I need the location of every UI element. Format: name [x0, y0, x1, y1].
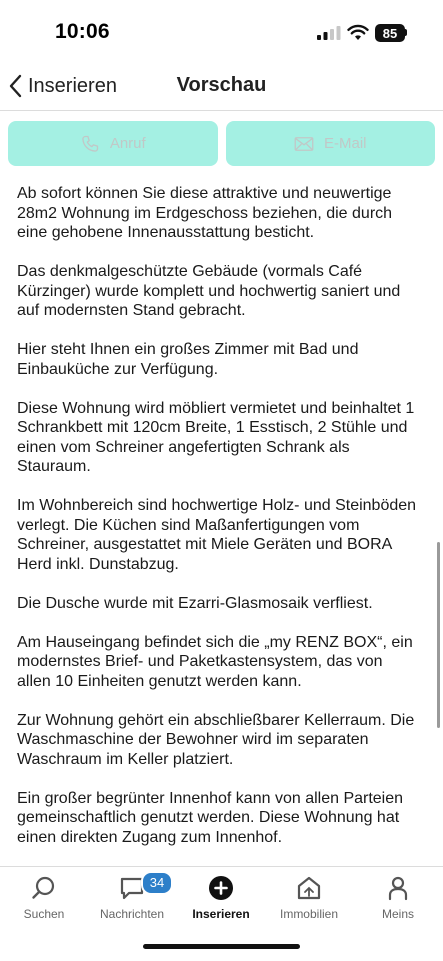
description-paragraph: Das denkmalgeschützte Gebäude (vormals Café Kürzinger) wurde komplett und hochwertig saniert und auf modernsten Stand gebracht. [17, 263, 401, 319]
house-icon [296, 875, 322, 901]
navigation-bar [0, 62, 443, 111]
person-icon [385, 875, 411, 901]
battery-level: 85 [382, 25, 398, 41]
tab-label: Nachrichten [99, 907, 165, 921]
tab-meins[interactable] [354, 875, 442, 921]
scrollbar[interactable] [437, 542, 440, 728]
tab-inserieren[interactable] [177, 875, 265, 921]
tab-nachrichten[interactable] [88, 875, 176, 921]
description-paragraph: Am Hauseingang befindet sich die „my RENZ BOX“, ein modernstes Brief- und Paketkastensystem, das von allen 10 Einheiten genutzt werden kann. [17, 633, 413, 690]
back-label: Inserieren [28, 74, 117, 97]
call-button[interactable] [8, 121, 218, 166]
signal-icon [317, 26, 341, 40]
tab-immobilien[interactable] [265, 875, 353, 921]
description-paragraph: Diese Wohnung wird möbliert vermietet und beinhaltet 1 Schrankbett mit 120cm Breite, 1 Esstisch, 2 Stühle und einen vom Schreiner angefertigten Schrank als Stauraum. [17, 399, 415, 475]
unread-badge: 34 [141, 871, 173, 895]
status-bar [0, 0, 443, 62]
battery-tip [405, 29, 407, 36]
search-icon [31, 875, 57, 901]
tab-label: Inserieren [192, 907, 250, 921]
email-label: E-Mail [323, 135, 367, 152]
contact-actions [8, 121, 435, 166]
wifi-icon [347, 24, 369, 41]
phone-icon [80, 134, 100, 154]
battery-indicator [375, 24, 405, 42]
description-paragraph: Zur Wohnung gehört ein abschließbarer Kellerraum. Die Waschmaschine der Bewohner wird im separaten Waschraum im Keller platziert. [17, 711, 415, 768]
tab-label: Immobilien [279, 907, 339, 921]
tab-label: Meins [381, 907, 414, 921]
mail-icon [294, 136, 314, 152]
description-paragraph: Im Wohnbereich sind hochwertige Holz- und Steinböden verlegt. Die Küchen sind Maßanfertigungen vom Schreiner, ausgestattet mit Miele Geräten und BORA Herd inkl. Dunstabzug. [17, 497, 417, 573]
tab-suchen[interactable] [0, 875, 88, 921]
description-paragraph: Hier steht Ihnen ein großes Zimmer mit Bad und Einbauküche zur Verfügung. [17, 341, 359, 378]
plus-circle-icon [208, 875, 234, 901]
home-indicator [143, 944, 300, 949]
page-title: Vorschau [176, 74, 267, 96]
description-paragraph: Ein großer begrünter Innenhof kann von allen Parteien gemeinschaftlich genutzt werden. Diese Wohnung hat einen direkten Zugang zum Innenhof. [17, 789, 404, 846]
tab-label: Suchen [23, 907, 65, 921]
status-time: 10:06 [55, 20, 110, 43]
listing-description [17, 184, 417, 867]
email-button[interactable] [226, 121, 436, 166]
call-label: Anruf [109, 135, 146, 152]
description-paragraph: Ab sofort können Sie diese attraktive und neuwertige 28m2 Wohnung im Erdgeschoss beziehen, die durch eine gehobene Innenausstattung besticht. [17, 185, 393, 241]
description-paragraph: Die Dusche wurde mit Ezarri-Glasmosaik verfliest. [17, 594, 373, 612]
